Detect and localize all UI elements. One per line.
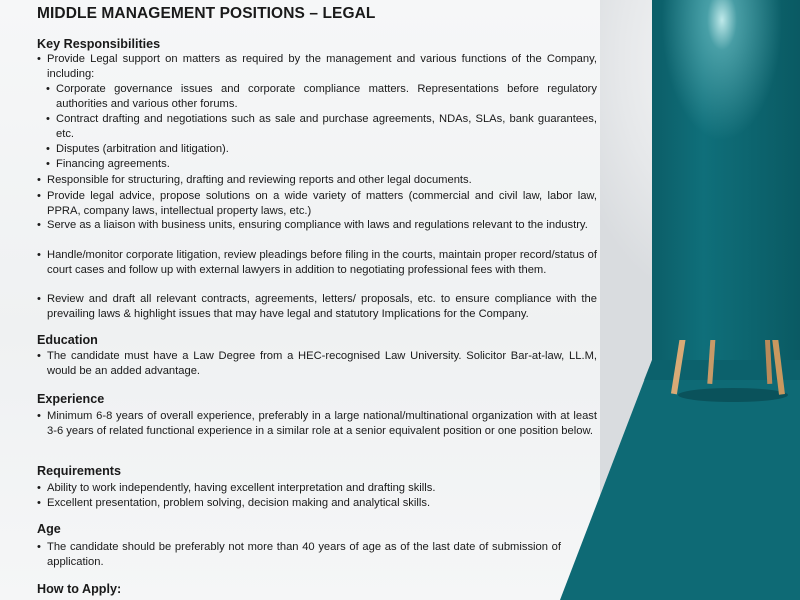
sub-list-item: • Financing agreements. <box>46 157 597 172</box>
list-item: • Review and draft all relevant contracts, agreements, letters/ proposals, etc. to ensure compliance with the prevailing laws & highlight issues that may have legal and statutory Implications for the Company. <box>37 292 597 321</box>
list-item: • Serve as a liaison with business units, ensuring compliance with laws and regulations relevant to the industry. <box>37 218 597 233</box>
list-item: • Responsible for structuring, drafting and reviewing reports and other legal documents. <box>37 173 597 188</box>
spotlight-glow <box>652 0 800 330</box>
floor-and-chair-illustration <box>540 340 800 600</box>
list-item: • Provide Legal support on matters as required by the management and various functions of the Company, including: <box>37 52 597 81</box>
list-item: • Provide legal advice, propose solutions on a wide variety of matters (commercial and civil law, labor law, PPRA, company laws, intellectual property laws, etc.) <box>37 189 597 218</box>
list-item: • Minimum 6-8 years of overall experience, preferably in a large national/multinational organization with at least 3-6 years of related functional experience in a similar role at a senior equivalent position or one position below. <box>37 409 597 438</box>
requirements-heading: Requirements <box>37 464 121 478</box>
page-title: MIDDLE MANAGEMENT POSITIONS – LEGAL <box>37 5 376 22</box>
how-to-apply-heading: How to Apply: <box>37 582 122 596</box>
key-responsibilities-heading: Key Responsibilities <box>37 37 161 51</box>
list-item: • Excellent presentation, problem solving, decision making and analytical skills. <box>37 496 597 511</box>
list-item: • Ability to work independently, having excellent interpretation and drafting skills. <box>37 481 597 496</box>
sub-list-item: • Corporate governance issues and corporate compliance matters. Representations before regulatory authorities and various other forums. <box>46 82 597 111</box>
list-item: • The candidate should be preferably not more than 40 years of age as of the last date of submission of application. <box>37 540 561 569</box>
experience-heading: Experience <box>37 392 105 406</box>
age-heading: Age <box>37 522 61 536</box>
education-heading: Education <box>37 333 98 347</box>
sub-list-item: • Disputes (arbitration and litigation). <box>46 142 597 157</box>
list-item: • The candidate must have a Law Degree from a HEC-recognised Law University. Solicitor Bar-at-law, LL.M, would be an added advantage. <box>37 349 597 378</box>
sub-list-item: • Contract drafting and negotiations such as sale and purchase agreements, NDAs, SLAs, bank guarantees, etc. <box>46 112 597 141</box>
list-item: • Handle/monitor corporate litigation, review pleadings before filing in the courts, maintain proper record/status of court cases and follow up with external lawyers in addition to negotiating professional fees with them. <box>37 248 597 277</box>
